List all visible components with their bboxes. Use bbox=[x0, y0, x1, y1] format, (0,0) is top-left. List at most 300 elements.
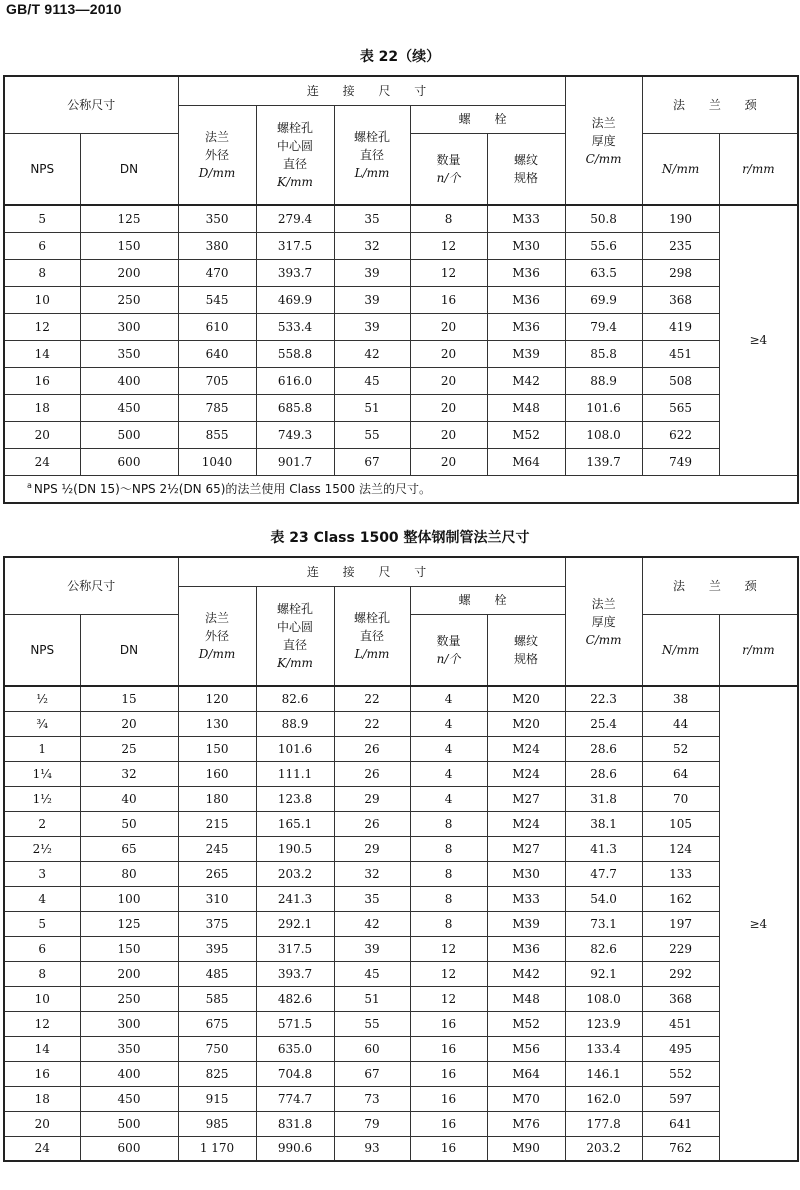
cell-thread: M52 bbox=[487, 1011, 565, 1036]
cell-K: 111.1 bbox=[256, 761, 334, 786]
cell-nps: 8 bbox=[4, 961, 80, 986]
cell-dn: 500 bbox=[80, 1111, 178, 1136]
cell-D: 265 bbox=[178, 861, 256, 886]
cell-L: 35 bbox=[334, 205, 410, 232]
table-row bbox=[4, 836, 798, 861]
cell-L: 29 bbox=[334, 786, 410, 811]
cell-L: 67 bbox=[334, 448, 410, 475]
cell-K: 831.8 bbox=[256, 1111, 334, 1136]
cell-K: 101.6 bbox=[256, 736, 334, 761]
header-nps: NPS bbox=[4, 614, 80, 686]
cell-L: 45 bbox=[334, 961, 410, 986]
header-neck: 法 兰 颈 bbox=[642, 76, 798, 133]
header-nominal-size: 公称尺寸 bbox=[4, 76, 178, 133]
table-row bbox=[4, 861, 798, 886]
cell-N: 64 bbox=[642, 761, 719, 786]
cell-N: 133 bbox=[642, 861, 719, 886]
cell-n: 16 bbox=[410, 1061, 487, 1086]
cell-N: 368 bbox=[642, 986, 719, 1011]
cell-nps: 14 bbox=[4, 340, 80, 367]
cell-C: 38.1 bbox=[565, 811, 642, 836]
cell-L: 73 bbox=[334, 1086, 410, 1111]
cell-C: 47.7 bbox=[565, 861, 642, 886]
cell-dn: 300 bbox=[80, 1011, 178, 1036]
cell-N: 749 bbox=[642, 448, 719, 475]
cell-thread: M36 bbox=[487, 313, 565, 340]
cell-N: 495 bbox=[642, 1036, 719, 1061]
cell-dn: 32 bbox=[80, 761, 178, 786]
cell-K: 533.4 bbox=[256, 313, 334, 340]
cell-thread: M36 bbox=[487, 936, 565, 961]
cell-nps: 20 bbox=[4, 421, 80, 448]
cell-thread: M30 bbox=[487, 232, 565, 259]
cell-C: 31.8 bbox=[565, 786, 642, 811]
cell-n: 16 bbox=[410, 1136, 487, 1161]
cell-dn: 65 bbox=[80, 836, 178, 861]
table-row bbox=[4, 313, 798, 340]
cell-K: 123.8 bbox=[256, 786, 334, 811]
cell-N: 419 bbox=[642, 313, 719, 340]
cell-nps: 6 bbox=[4, 936, 80, 961]
header-qty: 数量 n/个 bbox=[410, 133, 487, 205]
cell-thread: M48 bbox=[487, 986, 565, 1011]
cell-thread: M33 bbox=[487, 886, 565, 911]
cell-N: 597 bbox=[642, 1086, 719, 1111]
header-dn: DN bbox=[80, 614, 178, 686]
cell-L: 26 bbox=[334, 736, 410, 761]
cell-thread: M39 bbox=[487, 340, 565, 367]
cell-C: 41.3 bbox=[565, 836, 642, 861]
cell-C: 54.0 bbox=[565, 886, 642, 911]
cell-N: 368 bbox=[642, 286, 719, 313]
header-thickness: 法兰 厚度 C/mm bbox=[565, 557, 642, 686]
cell-n: 4 bbox=[410, 786, 487, 811]
header-nominal-size: 公称尺寸 bbox=[4, 557, 178, 614]
cell-nps: 1½ bbox=[4, 786, 80, 811]
cell-N: 641 bbox=[642, 1111, 719, 1136]
cell-N: 38 bbox=[642, 686, 719, 711]
cell-thread: M33 bbox=[487, 205, 565, 232]
header-bolt-circle: 螺栓孔 中心圆 直径 K/mm bbox=[256, 105, 334, 205]
cell-C: 79.4 bbox=[565, 313, 642, 340]
cell-C: 123.9 bbox=[565, 1011, 642, 1036]
table-row bbox=[4, 259, 798, 286]
cell-K: 241.3 bbox=[256, 886, 334, 911]
table-row bbox=[4, 711, 798, 736]
table-row bbox=[4, 1111, 798, 1136]
cell-C: 50.8 bbox=[565, 205, 642, 232]
cell-n: 20 bbox=[410, 313, 487, 340]
cell-C: 177.8 bbox=[565, 1111, 642, 1136]
cell-C: 108.0 bbox=[565, 986, 642, 1011]
cell-K: 317.5 bbox=[256, 232, 334, 259]
table-23-body bbox=[4, 686, 798, 1161]
cell-N: 162 bbox=[642, 886, 719, 911]
cell-dn: 450 bbox=[80, 394, 178, 421]
cell-thread: M56 bbox=[487, 1036, 565, 1061]
table-row bbox=[4, 811, 798, 836]
table-row bbox=[4, 286, 798, 313]
cell-K: 469.9 bbox=[256, 286, 334, 313]
cell-nps: 14 bbox=[4, 1036, 80, 1061]
cell-n: 20 bbox=[410, 367, 487, 394]
table-row bbox=[4, 367, 798, 394]
cell-n: 12 bbox=[410, 232, 487, 259]
cell-n: 8 bbox=[410, 861, 487, 886]
cell-D: 215 bbox=[178, 811, 256, 836]
cell-C: 22.3 bbox=[565, 686, 642, 711]
cell-L: 79 bbox=[334, 1111, 410, 1136]
cell-N: 70 bbox=[642, 786, 719, 811]
cell-N: 451 bbox=[642, 1011, 719, 1036]
cell-L: 39 bbox=[334, 936, 410, 961]
cell-L: 67 bbox=[334, 1061, 410, 1086]
table-row bbox=[4, 448, 798, 475]
cell-L: 29 bbox=[334, 836, 410, 861]
cell-thread: M24 bbox=[487, 811, 565, 836]
cell-D: 585 bbox=[178, 986, 256, 1011]
table-22-caption: 表 22（续） bbox=[359, 49, 441, 65]
cell-dn: 125 bbox=[80, 205, 178, 232]
cell-C: 108.0 bbox=[565, 421, 642, 448]
table-row bbox=[4, 1136, 798, 1161]
cell-dn: 300 bbox=[80, 313, 178, 340]
cell-K: 704.8 bbox=[256, 1061, 334, 1086]
cell-C: 28.6 bbox=[565, 761, 642, 786]
cell-r-value: ≥4 bbox=[719, 205, 798, 475]
cell-dn: 25 bbox=[80, 736, 178, 761]
cell-C: 73.1 bbox=[565, 911, 642, 936]
table-row bbox=[4, 686, 798, 711]
cell-C: 203.2 bbox=[565, 1136, 642, 1161]
cell-L: 39 bbox=[334, 286, 410, 313]
cell-thread: M30 bbox=[487, 861, 565, 886]
cell-N: 190 bbox=[642, 205, 719, 232]
header-connection-dims: 连 接 尺 寸 bbox=[178, 76, 565, 105]
cell-n: 16 bbox=[410, 1111, 487, 1136]
cell-dn: 350 bbox=[80, 1036, 178, 1061]
cell-C: 63.5 bbox=[565, 259, 642, 286]
cell-L: 45 bbox=[334, 367, 410, 394]
cell-dn: 200 bbox=[80, 961, 178, 986]
cell-D: 150 bbox=[178, 736, 256, 761]
cell-C: 88.9 bbox=[565, 367, 642, 394]
cell-L: 26 bbox=[334, 811, 410, 836]
cell-dn: 150 bbox=[80, 232, 178, 259]
cell-D: 120 bbox=[178, 686, 256, 711]
cell-nps: 2 bbox=[4, 811, 80, 836]
cell-L: 39 bbox=[334, 259, 410, 286]
cell-K: 279.4 bbox=[256, 205, 334, 232]
cell-C: 69.9 bbox=[565, 286, 642, 313]
cell-D: 485 bbox=[178, 961, 256, 986]
header-thickness: 法兰 厚度 C/mm bbox=[565, 76, 642, 205]
cell-D: 350 bbox=[178, 205, 256, 232]
cell-C: 139.7 bbox=[565, 448, 642, 475]
cell-K: 685.8 bbox=[256, 394, 334, 421]
cell-L: 55 bbox=[334, 1011, 410, 1036]
cell-thread: M24 bbox=[487, 761, 565, 786]
cell-C: 133.4 bbox=[565, 1036, 642, 1061]
cell-thread: M48 bbox=[487, 394, 565, 421]
cell-dn: 80 bbox=[80, 861, 178, 886]
cell-K: 393.7 bbox=[256, 961, 334, 986]
cell-L: 60 bbox=[334, 1036, 410, 1061]
cell-D: 380 bbox=[178, 232, 256, 259]
cell-N: 622 bbox=[642, 421, 719, 448]
cell-nps: 16 bbox=[4, 1061, 80, 1086]
header-flange-od: 法兰 外径 D/mm bbox=[178, 586, 256, 686]
cell-thread: M76 bbox=[487, 1111, 565, 1136]
cell-K: 482.6 bbox=[256, 986, 334, 1011]
table-23-caption: 表 23 Class 1500 整体钢制管法兰尺寸 bbox=[270, 530, 530, 546]
cell-n: 20 bbox=[410, 448, 487, 475]
header-r-mm: r/mm bbox=[719, 614, 798, 686]
cell-n: 8 bbox=[410, 911, 487, 936]
cell-nps: 5 bbox=[4, 205, 80, 232]
cell-n: 4 bbox=[410, 686, 487, 711]
cell-N: 292 bbox=[642, 961, 719, 986]
cell-nps: 12 bbox=[4, 1011, 80, 1036]
cell-N: 298 bbox=[642, 259, 719, 286]
cell-thread: M42 bbox=[487, 367, 565, 394]
cell-K: 203.2 bbox=[256, 861, 334, 886]
cell-nps: 6 bbox=[4, 232, 80, 259]
cell-n: 4 bbox=[410, 761, 487, 786]
cell-dn: 50 bbox=[80, 811, 178, 836]
cell-thread: M36 bbox=[487, 259, 565, 286]
cell-L: 51 bbox=[334, 394, 410, 421]
cell-C: 55.6 bbox=[565, 232, 642, 259]
cell-D: 855 bbox=[178, 421, 256, 448]
cell-n: 16 bbox=[410, 1011, 487, 1036]
cell-K: 190.5 bbox=[256, 836, 334, 861]
cell-L: 93 bbox=[334, 1136, 410, 1161]
cell-L: 32 bbox=[334, 861, 410, 886]
cell-D: 675 bbox=[178, 1011, 256, 1036]
cell-dn: 15 bbox=[80, 686, 178, 711]
cell-dn: 200 bbox=[80, 259, 178, 286]
cell-thread: M64 bbox=[487, 1061, 565, 1086]
table-row bbox=[4, 936, 798, 961]
cell-K: 635.0 bbox=[256, 1036, 334, 1061]
cell-D: 640 bbox=[178, 340, 256, 367]
table-row bbox=[4, 1036, 798, 1061]
cell-thread: M27 bbox=[487, 786, 565, 811]
cell-N: 124 bbox=[642, 836, 719, 861]
cell-dn: 600 bbox=[80, 448, 178, 475]
cell-thread: M42 bbox=[487, 961, 565, 986]
header-dn: DN bbox=[80, 133, 178, 205]
cell-dn: 400 bbox=[80, 367, 178, 394]
cell-D: 245 bbox=[178, 836, 256, 861]
cell-dn: 40 bbox=[80, 786, 178, 811]
cell-thread: M70 bbox=[487, 1086, 565, 1111]
cell-dn: 250 bbox=[80, 286, 178, 313]
cell-dn: 600 bbox=[80, 1136, 178, 1161]
cell-nps: 5 bbox=[4, 911, 80, 936]
cell-D: 160 bbox=[178, 761, 256, 786]
cell-n: 12 bbox=[410, 961, 487, 986]
cell-K: 901.7 bbox=[256, 448, 334, 475]
cell-K: 82.6 bbox=[256, 686, 334, 711]
cell-nps: 12 bbox=[4, 313, 80, 340]
cell-nps: 8 bbox=[4, 259, 80, 286]
cell-D: 705 bbox=[178, 367, 256, 394]
cell-D: 470 bbox=[178, 259, 256, 286]
cell-n: 16 bbox=[410, 1036, 487, 1061]
cell-thread: M90 bbox=[487, 1136, 565, 1161]
header-thread: 螺纹 规格 bbox=[487, 133, 565, 205]
cell-D: 375 bbox=[178, 911, 256, 936]
cell-N: 762 bbox=[642, 1136, 719, 1161]
cell-K: 292.1 bbox=[256, 911, 334, 936]
cell-thread: M39 bbox=[487, 911, 565, 936]
standard-code: GB/T 9113—2010 bbox=[6, 1, 122, 17]
table-row bbox=[4, 1011, 798, 1036]
cell-nps: 18 bbox=[4, 394, 80, 421]
cell-thread: M20 bbox=[487, 686, 565, 711]
cell-dn: 400 bbox=[80, 1061, 178, 1086]
cell-r-value: ≥4 bbox=[719, 686, 798, 1161]
cell-N: 105 bbox=[642, 811, 719, 836]
table-row bbox=[4, 886, 798, 911]
table-row bbox=[4, 736, 798, 761]
cell-dn: 150 bbox=[80, 936, 178, 961]
cell-n: 8 bbox=[410, 886, 487, 911]
cell-K: 749.3 bbox=[256, 421, 334, 448]
cell-N: 565 bbox=[642, 394, 719, 421]
cell-L: 42 bbox=[334, 911, 410, 936]
cell-K: 774.7 bbox=[256, 1086, 334, 1111]
cell-K: 317.5 bbox=[256, 936, 334, 961]
table-23 bbox=[3, 556, 799, 1162]
cell-thread: M27 bbox=[487, 836, 565, 861]
cell-dn: 350 bbox=[80, 340, 178, 367]
cell-n: 12 bbox=[410, 936, 487, 961]
cell-L: 22 bbox=[334, 686, 410, 711]
header-n-mm: N/mm bbox=[642, 133, 719, 205]
cell-n: 16 bbox=[410, 1086, 487, 1111]
cell-D: 1 170 bbox=[178, 1136, 256, 1161]
cell-n: 4 bbox=[410, 711, 487, 736]
cell-n: 20 bbox=[410, 394, 487, 421]
cell-nps: ½ bbox=[4, 686, 80, 711]
cell-n: 20 bbox=[410, 340, 487, 367]
cell-n: 20 bbox=[410, 421, 487, 448]
cell-thread: M64 bbox=[487, 448, 565, 475]
header-bolt-hole: 螺栓孔 直径 L/mm bbox=[334, 105, 410, 205]
cell-nps: ¾ bbox=[4, 711, 80, 736]
cell-dn: 20 bbox=[80, 711, 178, 736]
cell-nps: 2½ bbox=[4, 836, 80, 861]
cell-n: 16 bbox=[410, 286, 487, 313]
cell-C: 28.6 bbox=[565, 736, 642, 761]
cell-D: 310 bbox=[178, 886, 256, 911]
cell-n: 12 bbox=[410, 986, 487, 1011]
table-22 bbox=[3, 75, 799, 504]
cell-nps: 16 bbox=[4, 367, 80, 394]
cell-dn: 450 bbox=[80, 1086, 178, 1111]
cell-L: 32 bbox=[334, 232, 410, 259]
cell-L: 42 bbox=[334, 340, 410, 367]
cell-n: 8 bbox=[410, 836, 487, 861]
table-row bbox=[4, 761, 798, 786]
cell-D: 610 bbox=[178, 313, 256, 340]
header-nps: NPS bbox=[4, 133, 80, 205]
cell-C: 101.6 bbox=[565, 394, 642, 421]
cell-dn: 500 bbox=[80, 421, 178, 448]
cell-n: 4 bbox=[410, 736, 487, 761]
cell-C: 85.8 bbox=[565, 340, 642, 367]
cell-L: 51 bbox=[334, 986, 410, 1011]
cell-N: 552 bbox=[642, 1061, 719, 1086]
cell-nps: 1 bbox=[4, 736, 80, 761]
table-22-body bbox=[4, 205, 798, 475]
header-neck: 法 兰 颈 bbox=[642, 557, 798, 614]
cell-L: 26 bbox=[334, 761, 410, 786]
header-connection-dims: 连 接 尺 寸 bbox=[178, 557, 565, 586]
cell-D: 180 bbox=[178, 786, 256, 811]
cell-K: 990.6 bbox=[256, 1136, 334, 1161]
cell-dn: 250 bbox=[80, 986, 178, 1011]
cell-dn: 100 bbox=[80, 886, 178, 911]
header-bolt-circle: 螺栓孔 中心圆 直径 K/mm bbox=[256, 586, 334, 686]
cell-thread: M20 bbox=[487, 711, 565, 736]
table-row bbox=[4, 911, 798, 936]
table-row bbox=[4, 421, 798, 448]
cell-D: 825 bbox=[178, 1061, 256, 1086]
header-bolt-hole: 螺栓孔 直径 L/mm bbox=[334, 586, 410, 686]
table-row bbox=[4, 786, 798, 811]
cell-C: 82.6 bbox=[565, 936, 642, 961]
cell-D: 785 bbox=[178, 394, 256, 421]
cell-nps: 24 bbox=[4, 448, 80, 475]
cell-D: 1040 bbox=[178, 448, 256, 475]
cell-N: 451 bbox=[642, 340, 719, 367]
table-row bbox=[4, 986, 798, 1011]
cell-D: 130 bbox=[178, 711, 256, 736]
cell-n: 8 bbox=[410, 811, 487, 836]
cell-thread: M52 bbox=[487, 421, 565, 448]
cell-K: 88.9 bbox=[256, 711, 334, 736]
cell-thread: M24 bbox=[487, 736, 565, 761]
cell-C: 146.1 bbox=[565, 1061, 642, 1086]
cell-N: 44 bbox=[642, 711, 719, 736]
header-qty: 数量 n/个 bbox=[410, 614, 487, 686]
cell-n: 8 bbox=[410, 205, 487, 232]
cell-L: 55 bbox=[334, 421, 410, 448]
cell-C: 92.1 bbox=[565, 961, 642, 986]
cell-L: 22 bbox=[334, 711, 410, 736]
header-thread: 螺纹 规格 bbox=[487, 614, 565, 686]
cell-n: 12 bbox=[410, 259, 487, 286]
cell-nps: 4 bbox=[4, 886, 80, 911]
header-r-mm: r/mm bbox=[719, 133, 798, 205]
cell-nps: 1¼ bbox=[4, 761, 80, 786]
cell-K: 165.1 bbox=[256, 811, 334, 836]
table-row bbox=[4, 1086, 798, 1111]
cell-D: 915 bbox=[178, 1086, 256, 1111]
cell-nps: 20 bbox=[4, 1111, 80, 1136]
table-22-footnote: $^a$ NPS ½(DN 15)～NPS 2½(DN 65)的法兰使用 Class 1500 法兰的尺寸。 bbox=[4, 475, 798, 503]
cell-D: 545 bbox=[178, 286, 256, 313]
table-row bbox=[4, 340, 798, 367]
header-bolt: 螺 栓 bbox=[410, 586, 565, 614]
cell-D: 750 bbox=[178, 1036, 256, 1061]
cell-L: 39 bbox=[334, 313, 410, 340]
cell-thread: M36 bbox=[487, 286, 565, 313]
